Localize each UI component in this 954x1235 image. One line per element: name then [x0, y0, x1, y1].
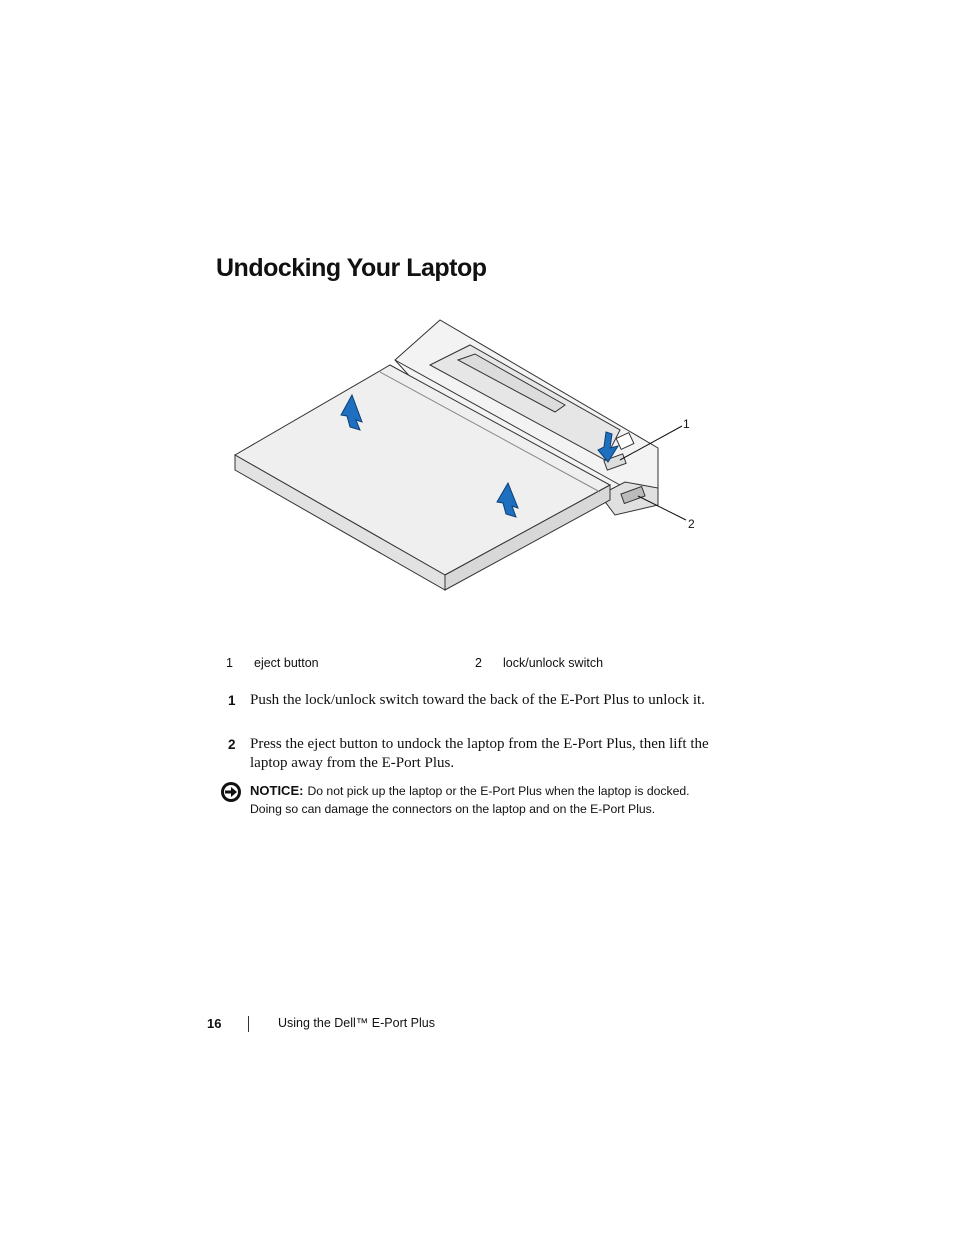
caption-text: eject button	[254, 656, 319, 670]
undocking-illustration	[220, 310, 710, 610]
notice-label: NOTICE:	[250, 783, 304, 798]
caption-text: lock/unlock switch	[503, 656, 604, 670]
page-number: 16	[207, 1016, 222, 1031]
notice-icon	[220, 781, 242, 803]
callout-2: 2	[688, 517, 695, 531]
step-number: 1	[228, 693, 236, 708]
step-number: 2	[228, 737, 236, 752]
caption-number: 2	[475, 656, 482, 670]
step-text: Press the eject button to undock the laptop from the E-Port Plus, then lift the laptop away from the E-Port Plus.	[250, 736, 709, 771]
callout-1: 1	[683, 417, 690, 431]
step-1	[228, 691, 718, 710]
step-2	[228, 735, 718, 773]
page-heading: Undocking Your Laptop	[216, 254, 487, 282]
notice-text: Do not pick up the laptop or the E-Port Plus when the laptop is docked. Doing so can damage the connectors on the laptop and on the E-Port Plus.	[250, 784, 690, 816]
step-text: Push the lock/unlock switch toward the back of the E-Port Plus to unlock it.	[250, 692, 705, 708]
caption-number: 1	[226, 656, 233, 670]
footer-divider	[248, 1016, 249, 1032]
footer-section-title: Using the Dell™ E-Port Plus	[278, 1016, 436, 1030]
